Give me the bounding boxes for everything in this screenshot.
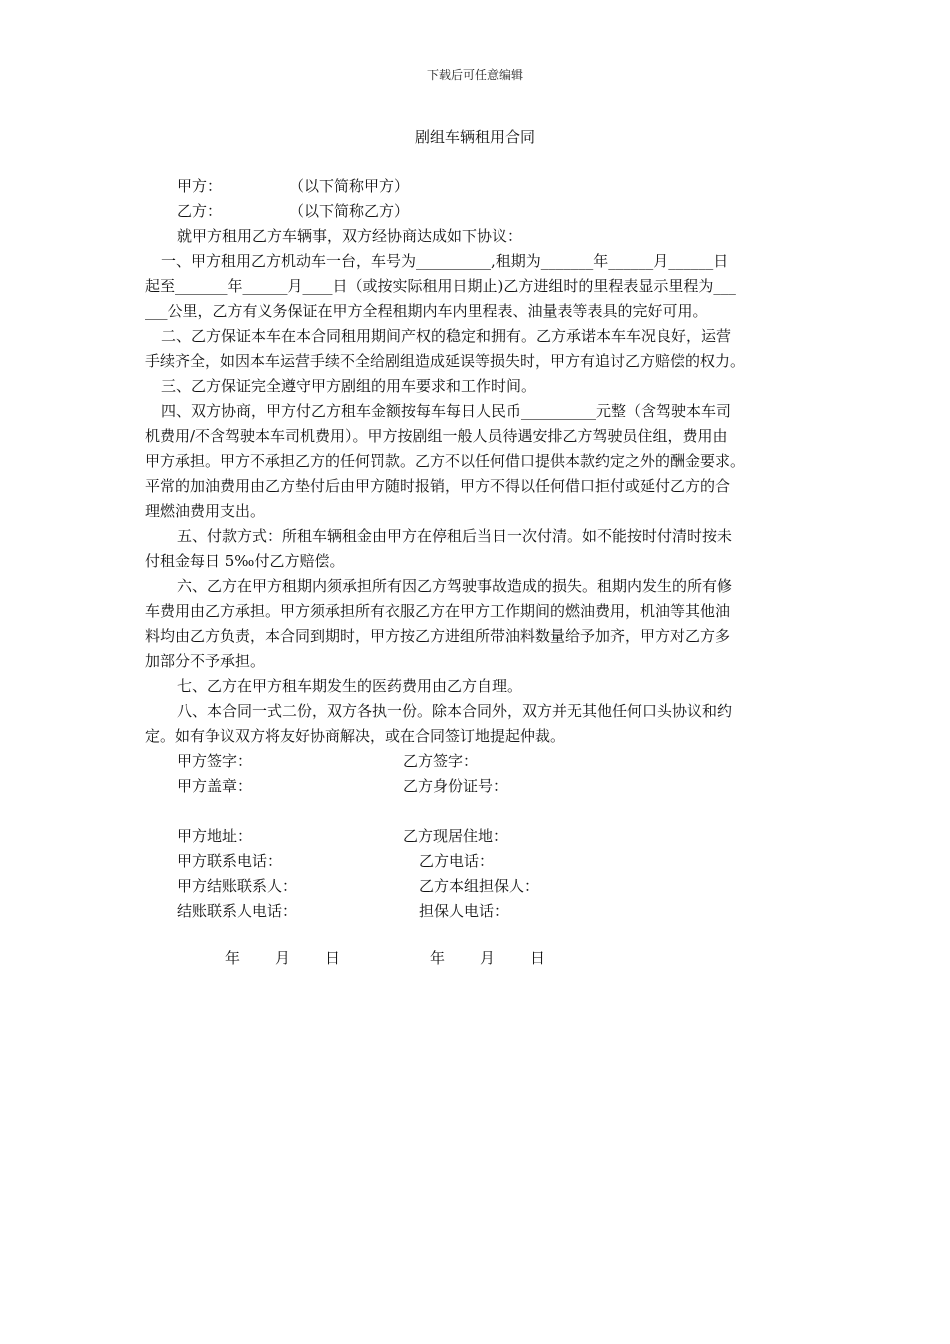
address-row bbox=[145, 824, 807, 849]
clause-4-line-1: 四、双方协商，甲方付乙方租车金额按每车每日人民币__________元整（含驾驶本车司 bbox=[161, 402, 732, 420]
party-a-date-month: 月 bbox=[275, 949, 291, 967]
contract-body bbox=[145, 174, 807, 924]
party-a-seal-label: 甲方盖章： bbox=[177, 777, 253, 795]
clause-5-line-1: 五、付款方式：所租车辆租金由甲方在停租后当日一次付清。如不能按时付清时按未 bbox=[177, 527, 733, 545]
seal-id-row bbox=[145, 774, 807, 799]
clause-7: 七、乙方在甲方租车期发生的医药费用由乙方自理。 bbox=[177, 677, 523, 695]
clause-6-line-2: 车费用由乙方承担。甲方须承担所有衣服乙方在甲方工作期间的燃油费用，机油等其他油 bbox=[145, 602, 731, 620]
clause-5-line-2: 付租金每日 5‰付乙方赔偿。 bbox=[145, 552, 345, 570]
signature-block bbox=[145, 749, 807, 924]
party-b-date-month: 月 bbox=[480, 949, 496, 967]
party-b-phone-label: 乙方电话： bbox=[419, 852, 495, 870]
clause-1-line-2: 起至_______年______月____日（或按实际租用日期止)乙方进组时的里程表显示里程为___ bbox=[145, 277, 736, 295]
party-a-date-day: 日 bbox=[325, 949, 341, 967]
clause-6-line-1: 六、乙方在甲方租期内须承担所有因乙方驾驶事故造成的损失。租期内发生的所有修 bbox=[177, 577, 733, 595]
date-gap bbox=[375, 947, 430, 968]
clause-2 bbox=[145, 324, 807, 374]
clause-3: 三、乙方保证完全遵守甲方剧组的用车要求和工作时间。 bbox=[161, 377, 537, 395]
party-b-guarantor-label: 乙方本组担保人： bbox=[419, 877, 540, 895]
clause-5 bbox=[145, 524, 807, 574]
clause-1-line-3: ___公里，乙方有义务保证在甲方全程租期内车内里程表、油量表等表具的完好可用。 bbox=[145, 302, 708, 320]
party-b-date-year: 年 bbox=[430, 949, 446, 967]
party-a-date-year: 年 bbox=[225, 949, 241, 967]
billing-contact-phone-label: 结账联系人电话： bbox=[177, 902, 298, 920]
party-b-note: （以下简称乙方） bbox=[289, 202, 410, 220]
contact-phone-row bbox=[145, 899, 807, 924]
party-a-address-label: 甲方地址： bbox=[177, 827, 253, 845]
clause-6-line-4: 加部分不予承担。 bbox=[145, 652, 266, 670]
clause-8 bbox=[145, 699, 807, 749]
document-title: 剧组车辆租用合同 bbox=[414, 128, 535, 146]
clause-6 bbox=[145, 574, 807, 674]
party-b-row bbox=[145, 199, 807, 224]
signature-spacer bbox=[145, 799, 807, 824]
clause-1-line-1: 一、甲方租用乙方机动车一台，车号为__________,租期为_______年______月______日 bbox=[161, 252, 729, 270]
clause-2-line-2: 手续齐全，如因本车运营手续不全给剧组造成延误等损失时，甲方有追讨乙方赔偿的权力。 bbox=[145, 352, 746, 370]
party-a-label: 甲方： bbox=[177, 177, 223, 195]
clause-4 bbox=[145, 399, 807, 524]
party-b-signature-label: 乙方签字： bbox=[403, 752, 479, 770]
party-b-residence-label: 乙方现居住地： bbox=[403, 827, 509, 845]
party-a-signature-label: 甲方签字： bbox=[177, 752, 253, 770]
party-b-id-label: 乙方身份证号： bbox=[403, 777, 509, 795]
clause-1 bbox=[145, 249, 807, 324]
clause-2-line-1: 二、乙方保证本车在本合同租用期间产权的稳定和拥有。乙方承诺本车车况良好，运营 bbox=[161, 327, 732, 345]
header-note: 下载后可任意编辑 bbox=[426, 68, 523, 82]
party-a-row bbox=[145, 174, 807, 199]
party-a-note: （以下简称甲方） bbox=[289, 177, 410, 195]
party-a-billing-contact-label: 甲方结账联系人： bbox=[177, 877, 298, 895]
date-row bbox=[225, 947, 580, 968]
clause-4-line-3: 甲方承担。甲方不承担乙方的任何罚款。乙方不以任何借口提供本款约定之外的酬金要求。 bbox=[145, 452, 746, 470]
clause-6-line-3: 料均由乙方负责，本合同到期时，甲方按乙方进组所带油料数量给予加齐，甲方对乙方多 bbox=[145, 627, 731, 645]
clause-8-line-1: 八、本合同一式二份，双方各执一份。除本合同外，双方并无其他任何口头协议和约 bbox=[177, 702, 733, 720]
clause-4-line-2: 机费用/不含驾驶本车司机费用）。甲方按剧组一般人员待遇安排乙方驾驶员住组，费用由 bbox=[145, 427, 728, 445]
guarantor-phone-label: 担保人电话： bbox=[419, 902, 510, 920]
clause-4-line-4: 平常的加油费用由乙方垫付后由甲方随时报销，甲方不得以任何借口拒付或延付乙方的合 bbox=[145, 477, 731, 495]
party-b-date-day: 日 bbox=[530, 949, 546, 967]
clause-4-line-5: 理燃油费用支出。 bbox=[145, 502, 266, 520]
contact-row bbox=[145, 874, 807, 899]
intro-text: 就甲方租用乙方车辆事，双方经协商达成如下协议： bbox=[177, 227, 523, 245]
signature-row bbox=[145, 749, 807, 774]
party-b-label: 乙方： bbox=[177, 202, 223, 220]
party-a-phone-label: 甲方联系电话： bbox=[177, 852, 283, 870]
clause-8-line-2: 定。如有争议双方将友好协商解决，或在合同签订地提起仲裁。 bbox=[145, 727, 566, 745]
phone-row bbox=[145, 849, 807, 874]
